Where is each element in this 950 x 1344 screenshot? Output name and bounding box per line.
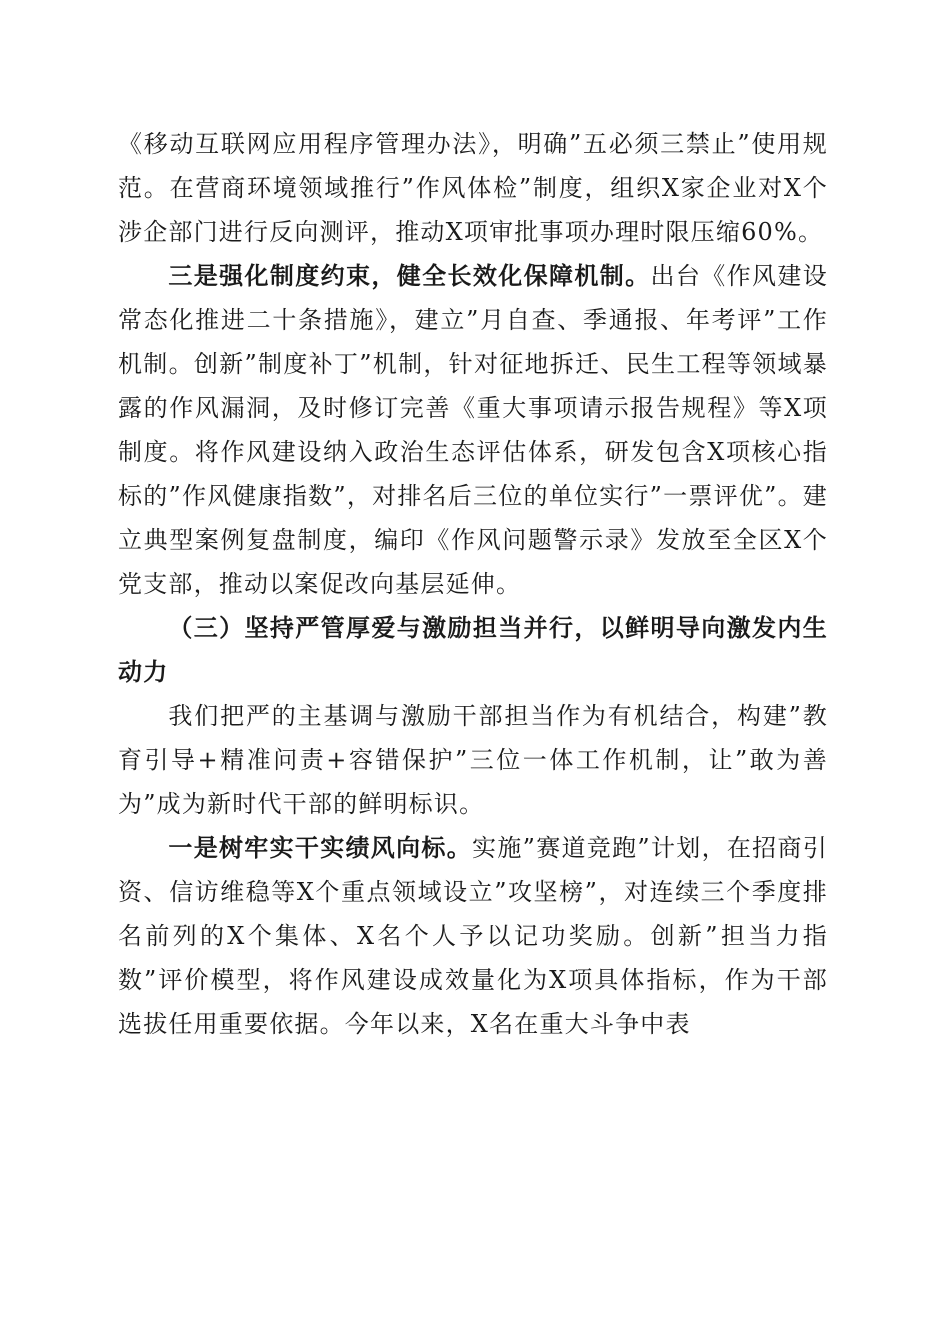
paragraph-continuation	[118, 122, 828, 254]
paragraph-text: 我们把严的主基调与激励干部担当作为有机结合，构建”教育引导+精准问责+容错保护”三位一体工作机制，让”敢为善为”成为新时代干部的鲜明标识。	[118, 702, 828, 818]
paragraph-lead: 一是树牢实干实绩风向标。	[168, 833, 473, 862]
paragraph-intro	[118, 694, 828, 826]
paragraph-lead: 三是强化制度约束，健全长效化保障机制。	[168, 261, 651, 290]
paragraph-institutional-constraints	[118, 254, 828, 606]
paragraph-text: 《移动互联网应用程序管理办法》，明确”五必须三禁止”使用规范。在营商环境领域推行”作风体检”制度，组织X家企业对X个涉企部门进行反向测评，推动X项审批事项办理时限压缩60%。	[118, 130, 828, 246]
paragraph-text: 实施”赛道竞跑”计划，在招商引资、信访维稳等X个重点领域设立”攻坚榜”，对连续三个季度排名前列的X个集体、X名个人予以记功奖励。创新”担当力指数”评价模型，将作风建设成效量化为X项具体指标，作为干部选拔任用重要依据。今年以来，X名在重大斗争中表	[118, 834, 828, 1038]
document-body	[118, 122, 828, 1046]
paragraph-performance-orientation	[118, 826, 828, 1046]
paragraph-text: 出台《作风建设常态化推进二十条措施》，建立”月自查、季通报、年考评”工作机制。创新”制度补丁”机制，针对征地拆迁、民生工程等领域暴露的作风漏洞，及时修订完善《重大事项请示报告规程》等X项制度。将作风建设纳入政治生态评估体系，研发包含X项核心指标的”作风健康指数”，对排名后三位的单位实行”一票评优”。建立典型案例复盘制度，编印《作风问题警示录》发放至全区X个党支部，推动以案促改向基层延伸。	[118, 262, 828, 598]
section-heading: （三）坚持严管厚爱与激励担当并行，以鲜明导向激发内生动力	[118, 613, 828, 686]
